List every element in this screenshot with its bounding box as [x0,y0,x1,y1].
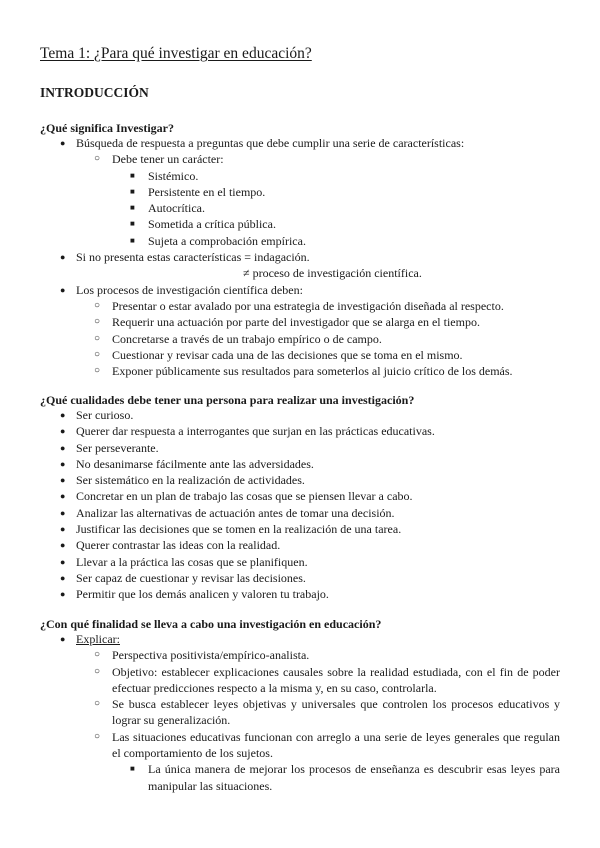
bullet-square-icon: ■ [130,219,135,229]
bullet-square-icon: ■ [130,764,135,774]
document-title: Tema 1: ¿Para qué investigar en educación? [40,45,312,62]
list-item: ● Querer dar respuesta a interrogantes que surjan en las prácticas educativas. [60,424,435,439]
bullet-circle-icon: ○ [94,665,101,677]
list-item: ○ Concretarse a través de un trabajo empírico o de campo. [94,331,382,346]
bullet-dot-icon: ● [60,507,66,518]
list-item: ■ Sujeta a comprobación empírica. [130,233,306,248]
bullet-dot-icon: ● [60,540,66,551]
list-item: ■ Sistémico. [130,168,199,183]
section-heading: ¿Qué cualidades debe tener una persona para realizar una investigación? [40,393,415,407]
list-item: ● Los procesos de investigación científica deben: [60,282,303,297]
intro-heading: INTRODUCCIÓN [40,85,149,100]
section-list [0,631,600,794]
list-item: ○ Cuestionar y revisar cada una de las decisiones que se toma en el mismo. [94,347,463,362]
list-item: ■ Sometida a crítica pública. [130,217,276,232]
list-item: ● No desanimarse fácilmente ante las adversidades. [60,456,314,471]
bullet-circle-icon: ○ [94,730,101,742]
list-item: ○ Debe tener un carácter: [94,152,224,167]
bullet-circle-icon: ○ [94,698,101,710]
list-item: ● Permitir que los demás analicen y valoren tu trabajo. [60,587,329,602]
bullet-dot-icon: ● [60,634,66,644]
bullet-circle-icon: ○ [94,365,101,377]
bullet-circle-icon: ○ [94,316,101,328]
list-item: ● Ser perseverante. [60,440,159,455]
list-item: ○ Se busca establecer leyes objetivas y universales que controlen los procesos educativos y lograr su generalización. [94,697,560,728]
bullet-dot-icon: ● [60,556,66,567]
list-item: ■ Autocrítica. [130,201,205,216]
bullet-dot-icon: ● [60,410,66,420]
list-item: ● Si no presenta estas características = indagación. [60,250,310,265]
list-item: ● Ser sistemático en la realización de actividades. [60,473,305,488]
bullet-circle-icon: ○ [94,299,101,311]
list-item: ● Búsqueda de respuesta a preguntas que debe cumplir una serie de características: [60,136,465,150]
bullet-dot-icon: ● [60,138,66,148]
list-item: ● Llevar a la práctica las cosas que se planifiquen. [60,554,308,569]
bullet-dot-icon: ● [60,442,66,453]
bullet-dot-icon: ● [60,524,66,535]
section-heading: ¿Con qué finalidad se lleva a cabo una investigación en educación? [40,617,382,631]
bullet-circle-icon: ○ [94,332,101,344]
list-item: ● Ser curioso. [60,408,134,422]
bullet-dot-icon: ● [60,491,66,502]
section-list [0,135,600,379]
list-item: ○ Perspectiva positivista/empírico-analista. [94,648,310,663]
bullet-square-icon: ■ [130,186,135,196]
bullet-square-icon: ■ [130,203,135,213]
bullet-dot-icon: ● [60,426,66,437]
bullet-dot-icon: ● [60,252,66,263]
bullet-dot-icon: ● [60,284,66,295]
bullet-square-icon: ■ [130,235,135,245]
bullet-dot-icon: ● [60,589,66,600]
section-heading: ¿Qué significa Investigar? [40,121,174,135]
list-item: ○ Presentar o estar avalado por una estrategia de investigación diseñada al respecto. [94,298,504,313]
list-item: ■ Persistente en el tiempo. [130,184,266,199]
bullet-circle-icon: ○ [94,153,101,165]
list-item: ● Concretar en un plan de trabajo las cosas que se piensen llevar a cabo. [60,489,413,504]
list-item: ● Analizar las alternativas de actuación antes de tomar una decisión. [60,505,395,520]
list-item: ○ Requerir una actuación por parte del investigador que se alarga en el tiempo. [94,315,480,330]
neq-line: ≠ proceso de investigación científica. [243,266,422,281]
list-item: ■ La única manera de mejorar los procesos de enseñanza es descubrir esas leyes para manipular las situaciones. [130,762,560,793]
list-item: ○ Las situaciones educativas funcionan con arreglo a una serie de leyes generales que regulan el comportamiento de los sujetos. [94,729,560,761]
list-item: ● Ser capaz de cuestionar y revisar las decisiones. [60,570,306,585]
list-item: ● Justificar las decisiones que se tomen en la realización de una tarea. [60,522,402,537]
bullet-dot-icon: ● [60,458,66,469]
bullet-square-icon: ■ [130,170,135,180]
bullet-dot-icon: ● [60,572,66,583]
list-item: ● Explicar: [60,632,120,646]
bullet-circle-icon: ○ [94,348,101,360]
list-item: ○ Exponer públicamente sus resultados para someterlos al juicio crítico de los demás. [94,364,513,379]
list-item: ● Querer contrastar las ideas con la realidad. [60,538,281,553]
bullet-dot-icon: ● [60,475,66,486]
list-item: ○ Objetivo: establecer explicaciones causales sobre la realidad estudiada, con el fin de poder efectuar predicciones respecto a la misma y, en su caso, controlarla. [94,664,560,695]
bullet-circle-icon: ○ [94,649,101,661]
section-list [0,407,600,603]
